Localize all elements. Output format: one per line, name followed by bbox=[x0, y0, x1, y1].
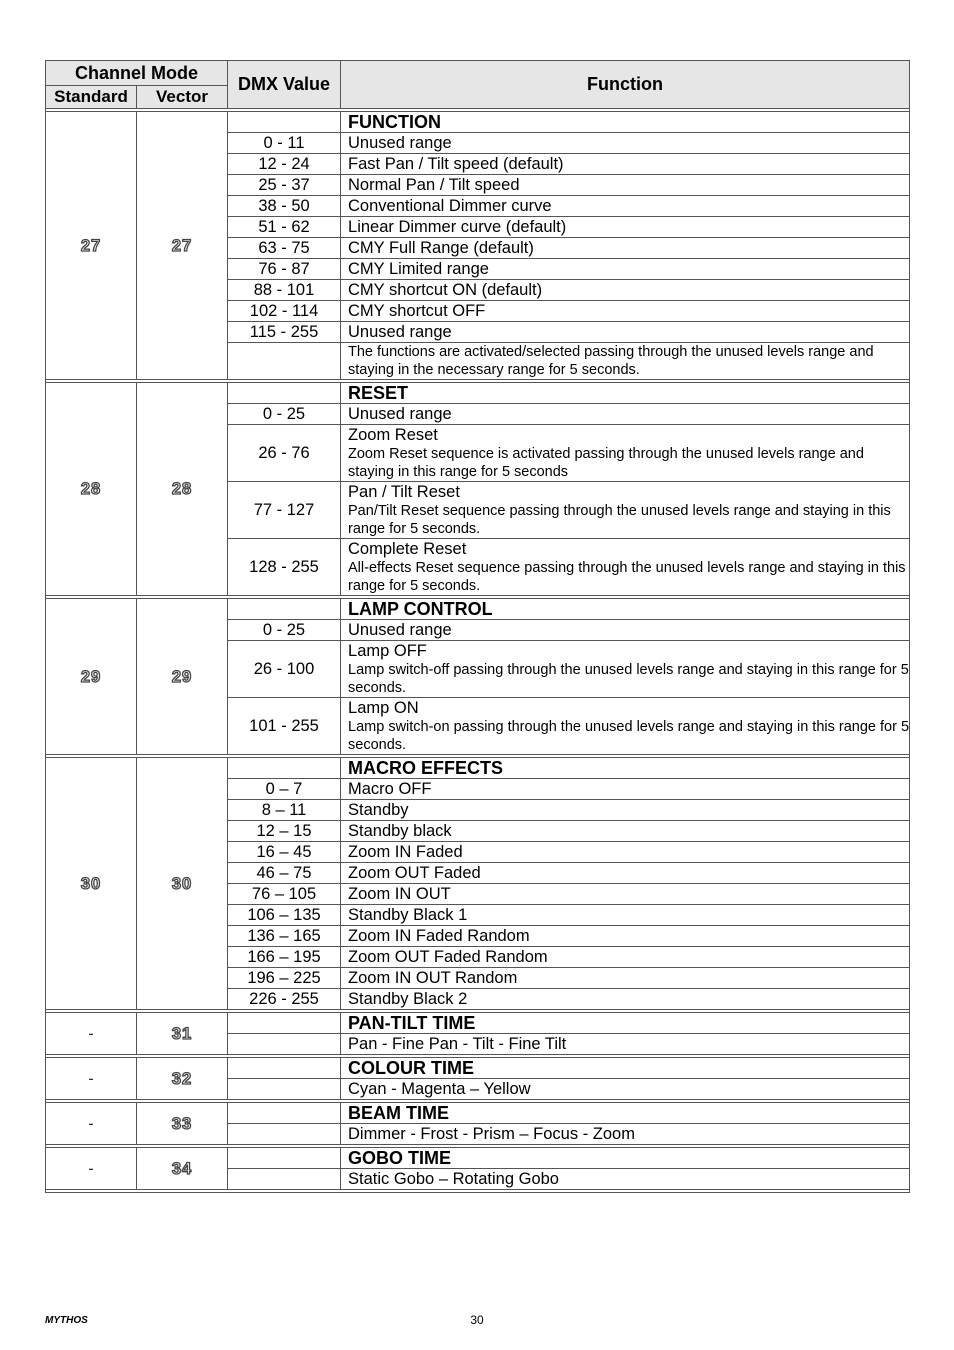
function-cell bbox=[341, 641, 910, 698]
function-label: Conventional Dimmer curve bbox=[341, 196, 910, 217]
section-title: COLOUR TIME bbox=[341, 1058, 910, 1079]
section-title-row bbox=[46, 1013, 910, 1034]
standard-channel-number: - bbox=[46, 1148, 137, 1190]
section-title-row bbox=[46, 383, 910, 404]
function-cell bbox=[341, 482, 910, 539]
dmx-value-cell bbox=[228, 1148, 341, 1169]
dmx-value-cell: 166 – 195 bbox=[228, 947, 341, 968]
function-cell bbox=[341, 425, 910, 482]
function-note: Lamp switch-off passing through the unused levels range and staying in this range for 5 seconds. bbox=[348, 662, 909, 696]
dmx-value-cell: 12 - 24 bbox=[228, 154, 341, 175]
dmx-value-cell: 115 - 255 bbox=[228, 322, 341, 343]
function-label: Zoom OUT Faded Random bbox=[341, 947, 910, 968]
function-label: Standby black bbox=[341, 821, 910, 842]
dmx-value-cell bbox=[228, 383, 341, 404]
separator-cell bbox=[46, 1190, 910, 1193]
function-label: Zoom IN OUT Random bbox=[341, 968, 910, 989]
dmx-value-cell: 88 - 101 bbox=[228, 280, 341, 301]
section-title: LAMP CONTROL bbox=[341, 599, 910, 620]
dmx-value-cell: 77 - 127 bbox=[228, 482, 341, 539]
function-label: Standby bbox=[341, 800, 910, 821]
function-note: All-effects Reset sequence passing through the unused levels range and staying in this range for 5 seconds. bbox=[348, 560, 906, 594]
section-title-row bbox=[46, 1058, 910, 1079]
dmx-value-cell bbox=[228, 1103, 341, 1124]
section-title-row bbox=[46, 599, 910, 620]
vector-channel-number: 28 bbox=[137, 383, 228, 596]
function-label: Linear Dimmer curve (default) bbox=[341, 217, 910, 238]
function-label: Fast Pan / Tilt speed (default) bbox=[341, 154, 910, 175]
function-label: CMY shortcut OFF bbox=[341, 301, 910, 322]
function-label: Unused range bbox=[341, 404, 910, 425]
function-label: Zoom IN Faded Random bbox=[341, 926, 910, 947]
dmx-value-cell bbox=[228, 1013, 341, 1034]
function-label: CMY Limited range bbox=[341, 259, 910, 280]
function-label: CMY Full Range (default) bbox=[341, 238, 910, 259]
function-label: Static Gobo – Rotating Gobo bbox=[341, 1169, 910, 1190]
standard-header: Standard bbox=[46, 86, 137, 109]
function-label: Lamp OFF bbox=[348, 642, 427, 660]
function-label: Zoom OUT Faded bbox=[341, 863, 910, 884]
dmx-value-cell: 0 – 7 bbox=[228, 779, 341, 800]
section-title: PAN-TILT TIME bbox=[341, 1013, 910, 1034]
vector-channel-number: 33 bbox=[137, 1103, 228, 1145]
dmx-value-cell: 46 – 75 bbox=[228, 863, 341, 884]
standard-channel-number: 29 bbox=[46, 599, 137, 755]
dmx-value-cell bbox=[228, 1058, 341, 1079]
function-label: Cyan - Magenta – Yellow bbox=[341, 1079, 910, 1100]
dmx-value-cell: 51 - 62 bbox=[228, 217, 341, 238]
function-cell bbox=[341, 343, 910, 380]
function-label: CMY shortcut ON (default) bbox=[341, 280, 910, 301]
function-label: Pan - Fine Pan - Tilt - Fine Tilt bbox=[341, 1034, 910, 1055]
channel-mode-header: Channel Mode bbox=[46, 61, 228, 86]
dmx-value-cell: 0 - 25 bbox=[228, 620, 341, 641]
section-title: BEAM TIME bbox=[341, 1103, 910, 1124]
table-header bbox=[46, 61, 910, 109]
standard-channel-number: 27 bbox=[46, 112, 137, 380]
section-title: MACRO EFFECTS bbox=[341, 758, 910, 779]
vector-channel-number: 30 bbox=[137, 758, 228, 1010]
function-header: Function bbox=[341, 61, 910, 109]
dmx-value-cell bbox=[228, 599, 341, 620]
function-label: Macro OFF bbox=[341, 779, 910, 800]
dmx-value-cell: 8 – 11 bbox=[228, 800, 341, 821]
dmx-value-cell: 16 – 45 bbox=[228, 842, 341, 863]
vector-channel-number: 27 bbox=[137, 112, 228, 380]
dmx-value-cell bbox=[228, 1124, 341, 1145]
function-label: Zoom IN OUT bbox=[341, 884, 910, 905]
dmx-value-cell bbox=[228, 1034, 341, 1055]
dmx-value-cell: 0 - 11 bbox=[228, 133, 341, 154]
section-title-row bbox=[46, 1148, 910, 1169]
table-body bbox=[46, 109, 910, 1193]
standard-channel-number: 28 bbox=[46, 383, 137, 596]
section-title-row bbox=[46, 112, 910, 133]
function-label: Standby Black 2 bbox=[341, 989, 910, 1010]
function-label: Lamp ON bbox=[348, 699, 419, 717]
dmx-value-cell: 0 - 25 bbox=[228, 404, 341, 425]
function-cell bbox=[341, 539, 910, 596]
dmx-value-cell bbox=[228, 343, 341, 380]
standard-channel-number: - bbox=[46, 1058, 137, 1100]
vector-channel-number: 31 bbox=[137, 1013, 228, 1055]
function-cell bbox=[341, 698, 910, 755]
section-title-row bbox=[46, 1103, 910, 1124]
vector-header: Vector bbox=[137, 86, 228, 109]
section-title: RESET bbox=[341, 383, 910, 404]
function-label: Unused range bbox=[341, 620, 910, 641]
dmx-value-cell bbox=[228, 1079, 341, 1100]
dmx-value-cell: 63 - 75 bbox=[228, 238, 341, 259]
function-note: Pan/Tilt Reset sequence passing through the unused levels range and staying in this range for 5 seconds. bbox=[348, 503, 891, 537]
function-note: The functions are activated/selected passing through the unused levels range and staying in the necessary range for 5 seconds. bbox=[348, 344, 874, 378]
footer-brand: MYTHOS bbox=[45, 1315, 88, 1326]
dmx-value-cell: 101 - 255 bbox=[228, 698, 341, 755]
function-label: Dimmer - Frost - Prism – Focus - Zoom bbox=[341, 1124, 910, 1145]
vector-channel-number: 32 bbox=[137, 1058, 228, 1100]
dmx-value-cell: 76 - 87 bbox=[228, 259, 341, 280]
dmx-value-header: DMX Value bbox=[228, 61, 341, 109]
function-label: Standby Black 1 bbox=[341, 905, 910, 926]
dmx-value-cell: 25 - 37 bbox=[228, 175, 341, 196]
dmx-value-cell bbox=[228, 112, 341, 133]
dmx-value-cell bbox=[228, 758, 341, 779]
function-label: Normal Pan / Tilt speed bbox=[341, 175, 910, 196]
dmx-value-cell: 76 – 105 bbox=[228, 884, 341, 905]
vector-channel-number: 34 bbox=[137, 1148, 228, 1190]
function-note: Lamp switch-on passing through the unused levels range and staying in this range for 5 seconds. bbox=[348, 719, 910, 753]
function-label: Unused range bbox=[341, 322, 910, 343]
standard-channel-number: - bbox=[46, 1103, 137, 1145]
dmx-channel-table bbox=[45, 60, 910, 1193]
standard-channel-number: - bbox=[46, 1013, 137, 1055]
table-end-rule bbox=[46, 1190, 910, 1193]
function-label: Complete Reset bbox=[348, 540, 467, 558]
function-label: Zoom Reset bbox=[348, 426, 438, 444]
dmx-value-cell: 106 – 135 bbox=[228, 905, 341, 926]
section-title-row bbox=[46, 758, 910, 779]
dmx-value-cell: 226 - 255 bbox=[228, 989, 341, 1010]
vector-channel-number: 29 bbox=[137, 599, 228, 755]
function-label: Pan / Tilt Reset bbox=[348, 483, 460, 501]
section-title: FUNCTION bbox=[341, 112, 910, 133]
dmx-value-cell: 136 – 165 bbox=[228, 926, 341, 947]
function-note: Zoom Reset sequence is activated passing through the unused levels range and staying in this range for 5 seconds bbox=[348, 446, 864, 480]
standard-channel-number: 30 bbox=[46, 758, 137, 1010]
dmx-value-cell: 26 - 76 bbox=[228, 425, 341, 482]
function-label: Unused range bbox=[341, 133, 910, 154]
dmx-value-cell: 38 - 50 bbox=[228, 196, 341, 217]
dmx-value-cell: 26 - 100 bbox=[228, 641, 341, 698]
function-label: Zoom IN Faded bbox=[341, 842, 910, 863]
dmx-value-cell: 12 – 15 bbox=[228, 821, 341, 842]
dmx-value-cell: 102 - 114 bbox=[228, 301, 341, 322]
dmx-value-cell: 128 - 255 bbox=[228, 539, 341, 596]
dmx-value-cell bbox=[228, 1169, 341, 1190]
page-number: 30 bbox=[470, 1313, 484, 1327]
section-title: GOBO TIME bbox=[341, 1148, 910, 1169]
dmx-value-cell: 196 – 225 bbox=[228, 968, 341, 989]
